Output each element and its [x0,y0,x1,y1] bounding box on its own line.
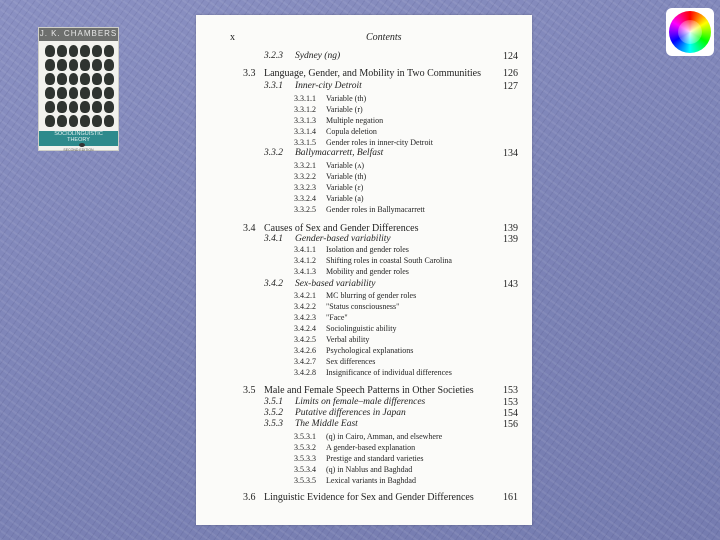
cover-portrait [104,59,114,71]
toc-entry-number: 3.4.2 [264,279,283,289]
toc-entry-title: Variable (ε) [326,183,364,192]
toc-entry-number: 3.4.2.1 [294,291,316,300]
cover-portrait [80,101,90,113]
toc-entry-number: 3.5.3.2 [294,443,316,452]
toc-entry-page: 153 [503,397,518,408]
cover-portrait [57,87,67,99]
toc-entry-number: 3.3 [243,68,256,79]
cover-portrait [45,73,55,85]
toc-entry-title: Linguistic Evidence for Sex and Gender Differences [264,492,474,503]
toc-entry-title: Mobility and gender roles [326,267,409,276]
toc-entry-number: 3.3.2 [264,148,283,158]
cover-portrait [57,59,67,71]
toc-entry-title: Variable (th) [326,172,367,181]
cover-portrait [80,73,90,85]
page-roman-numeral: x [230,32,235,43]
toc-entry-number: 3.4.2.8 [294,368,316,377]
toc-entry-page: 124 [503,51,518,62]
toc-entry-title: Psychological explanations [326,346,414,355]
cover-author: J. K. CHAMBERS [39,29,118,38]
cover-portrait [92,115,102,127]
toc-entry-number: 3.5.1 [264,397,283,407]
toc-entry-number: 3.5.3 [264,419,283,429]
toc-entry-number: 3.5.3.3 [294,454,316,463]
toc-entry-title: Language, Gender, and Mobility in Two Communities [264,68,482,79]
cover-portrait [69,73,79,85]
cover-title-line: THEORY [67,137,90,143]
cover-portrait [69,87,79,99]
toc-entry-page: 156 [503,419,518,430]
cover-portrait [80,59,90,71]
publisher-logo-icon [79,143,85,147]
cover-portrait [104,73,114,85]
cover-edition: SECOND EDITION [63,148,94,152]
toc-entry-title: Isolation and gender roles [326,245,409,254]
toc-entry-title: Gender roles in Ballymacarrett [326,205,425,214]
toc-entry-title: Inner-city Detroit [295,81,362,91]
cover-portrait [45,115,55,127]
toc-entry-number: 3.4.2.7 [294,357,316,366]
toc-entry-number: 3.5.2 [264,408,283,418]
toc-entry-number: 3.4.2.2 [294,302,316,311]
toc-entry-title: Sex differences [326,357,376,366]
toc-entry-title: MC blurring of gender roles [326,291,417,300]
cover-portrait [69,101,79,113]
cover-portrait [104,101,114,113]
page-header-title: Contents [366,32,402,43]
cover-portrait [45,59,55,71]
toc-entry-number: 3.5.3.5 [294,476,316,485]
toc-entry-title: Gender-based variability [295,234,391,244]
toc-entry-number: 3.3.1.1 [294,94,316,103]
toc-entry-title: Gender roles in inner-city Detroit [326,138,433,147]
cover-portrait [80,45,90,57]
toc-entry-title: Male and Female Speech Patterns in Other Societies [264,385,474,396]
cover-portrait [57,73,67,85]
toc-entry-title: Insignificance of individual differences [326,368,452,377]
toc-entry-number: 3.4.2.5 [294,335,316,344]
toc-entry-title: (q) in Cairo, Amman, and elsewhere [326,432,443,441]
cover-portrait-grid [45,45,114,127]
toc-entry-title: Ballymacarrett, Belfast [295,148,384,158]
toc-entry-title: Sydney (ng) [295,51,341,61]
cover-portrait [45,101,55,113]
toc-entry-page: 161 [503,492,518,503]
cover-portrait [92,45,102,57]
toc-entry-page: 143 [503,279,518,290]
toc-entry-page: 139 [503,223,518,234]
cover-title [39,131,118,143]
toc-entry-number: 3.4.2.6 [294,346,316,355]
toc-entry-number: 3.4.2.3 [294,313,316,322]
cover-portrait [92,87,102,99]
toc-entry-number: 3.3.2.2 [294,172,316,181]
toc-entry-title: Sex-based variability [295,279,376,289]
toc-entry-number: 3.3.1.4 [294,127,316,136]
toc-entry-title: "Face" [326,313,348,322]
toc-entry-title: Causes of Sex and Gender Differences [264,223,419,234]
cover-portrait [45,87,55,99]
toc-entry-number: 3.3.2.5 [294,205,316,214]
toc-entry-number: 3.4.1.2 [294,256,316,265]
contents-page [196,15,532,525]
toc-entry-page: 153 [503,385,518,396]
toc-entry-title: Variable (r) [326,105,363,114]
cover-portrait [104,87,114,99]
toc-entry-title: Variable (a) [326,194,364,203]
cover-portrait [92,101,102,113]
book-cover [38,27,119,151]
toc-entry-number: 3.4 [243,223,256,234]
color-wheel-icon [666,8,714,56]
toc-entry-page: 134 [503,148,518,159]
toc-entry-title: Putative differences in Japan [295,408,406,418]
cover-portrait [104,115,114,127]
cover-portrait [92,73,102,85]
toc-entry-title: Limits on female–male differences [295,397,426,407]
toc-entry-number: 3.3.1.3 [294,116,316,125]
toc-entry-title: Variable (th) [326,94,367,103]
toc-entry-number: 3.3.2.3 [294,183,316,192]
toc-entry-page: 127 [503,81,518,92]
toc-entry-title: Shifting roles in coastal South Carolina [326,256,452,265]
toc-entry-number: 3.4.1 [264,234,283,244]
toc-entry-number: 3.5 [243,385,256,396]
cover-portrait [57,45,67,57]
toc-entry-number: 3.2.3 [264,51,283,61]
toc-entry-page: 139 [503,234,518,245]
toc-entry-title: Lexical variants in Baghdad [326,476,416,485]
toc-entry-title: Verbal ability [326,335,370,344]
cover-portrait [57,101,67,113]
toc-entry-title: Sociolinguistic ability [326,324,397,333]
toc-entry-page: 154 [503,408,518,419]
toc-entry-title: Variable (ʌ) [326,161,364,170]
cover-portrait [69,45,79,57]
toc-entry-number: 3.5.3.4 [294,465,316,474]
toc-entry-title: Prestige and standard varieties [326,454,424,463]
toc-entry-title: The Middle East [295,419,358,429]
toc-entry-title: "Status consciousness" [326,302,400,311]
cover-portrait [69,115,79,127]
toc-entry-number: 3.3.2.4 [294,194,316,203]
color-wheel-disc [669,11,711,53]
toc-entry-title: (q) in Nablus and Baghdad [326,465,413,474]
cover-portrait [45,45,55,57]
toc-entry-number: 3.5.3.1 [294,432,316,441]
cover-portrait [80,115,90,127]
toc-entry-title: A gender-based explanation [326,443,416,452]
cover-portrait [57,115,67,127]
toc-entry-page: 126 [503,68,518,79]
cover-portrait [104,45,114,57]
cover-portrait [80,87,90,99]
toc-entry-number: 3.4.2.4 [294,324,316,333]
toc-entry-title: Copula deletion [326,127,377,136]
cover-portrait [69,59,79,71]
toc-entry-number: 3.3.1.5 [294,138,316,147]
cover-portrait [92,59,102,71]
toc-entry-number: 3.3.2.1 [294,161,316,170]
toc-entry-number: 3.4.1.3 [294,267,316,276]
toc-entry-number: 3.3.1.2 [294,105,316,114]
cover-title-line: SOCIOLINGUISTIC [54,131,103,137]
toc-entry-number: 3.4.1.1 [294,245,316,254]
toc-entry-number: 3.3.1 [264,81,283,91]
toc-entry-number: 3.6 [243,492,256,503]
toc-entry-title: Multiple negation [326,116,384,125]
